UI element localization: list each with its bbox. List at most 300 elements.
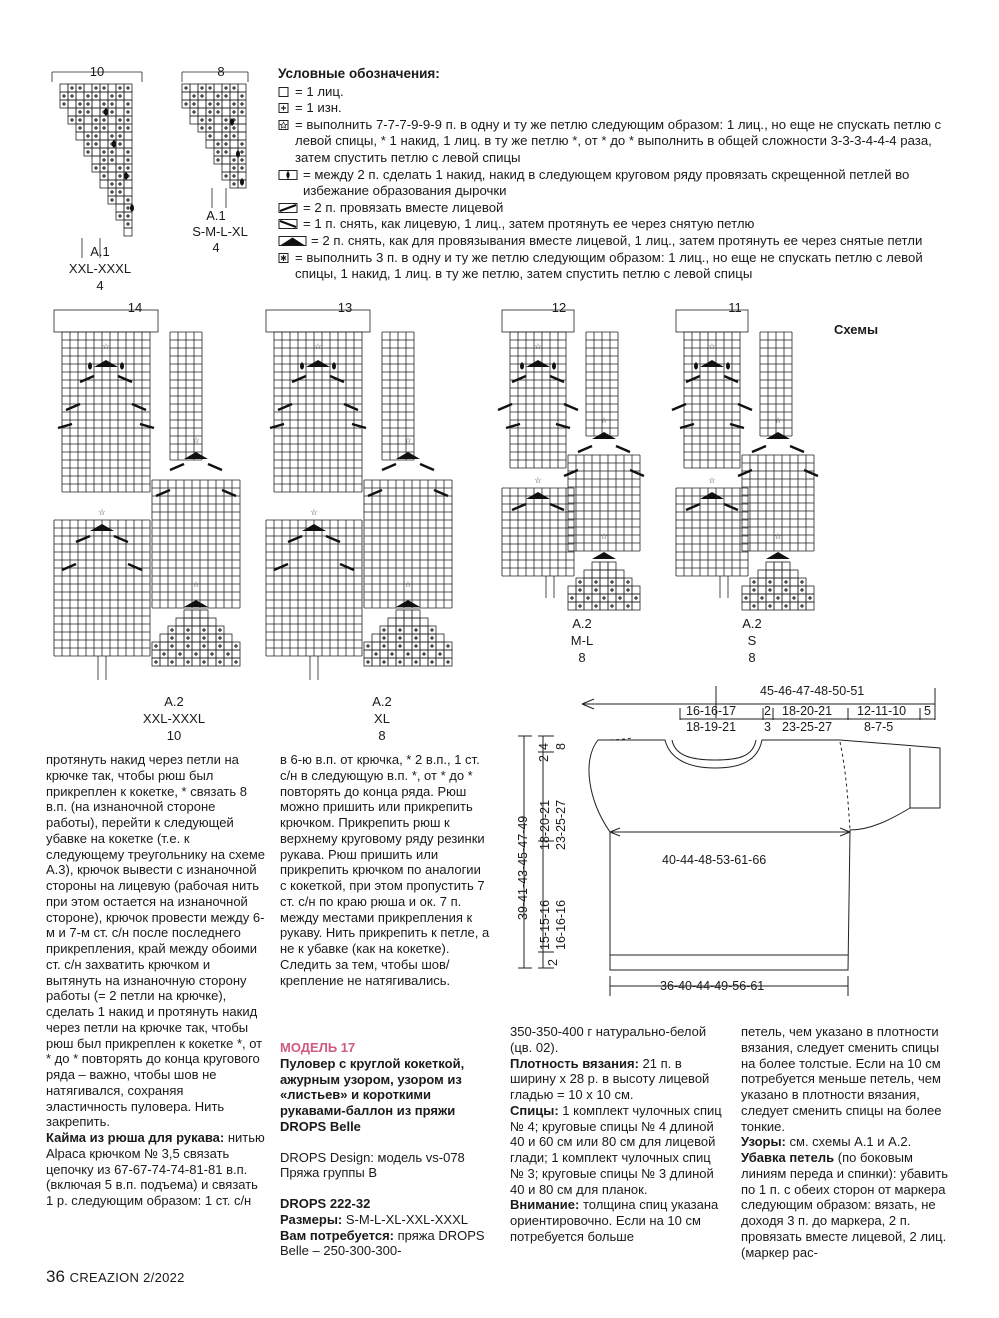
chart-a2-xl-size: XL	[374, 711, 390, 726]
purl-mark	[102, 166, 106, 170]
purl-mark	[578, 580, 582, 584]
yarn-over-mark	[120, 362, 124, 369]
purl-mark	[634, 596, 638, 600]
schemes-label: Схемы	[834, 322, 879, 337]
purl-mark	[768, 604, 772, 608]
chart-a1-s-name: A.1	[206, 208, 226, 223]
purl-mark	[752, 588, 756, 592]
purl-mark	[94, 166, 98, 170]
purl-mark	[126, 126, 130, 130]
purl-mark	[118, 174, 122, 178]
yarn-over-mark	[552, 362, 556, 369]
purl-mark	[240, 150, 244, 154]
increase-mark: ☆	[310, 508, 318, 517]
purl-mark	[226, 652, 230, 656]
purl-mark	[232, 182, 236, 186]
dim-body-a: 16-16-17	[686, 704, 737, 718]
chart-a2-ml-name: A.2	[572, 616, 592, 631]
double-decrease-mark	[592, 432, 616, 439]
purl-mark	[430, 644, 434, 648]
purl-mark	[154, 644, 158, 648]
purl-mark	[70, 118, 74, 122]
purl-mark	[86, 102, 90, 106]
purl-mark	[202, 644, 206, 648]
yarn-over-mark	[332, 362, 336, 369]
model-label: МОДЕЛЬ 17	[280, 1040, 356, 1055]
purl-mark	[218, 636, 222, 640]
purl-mark	[126, 150, 130, 154]
double-decrease-mark	[592, 552, 616, 559]
double-decrease-mark	[766, 552, 790, 559]
chart-a2-xl	[256, 300, 466, 700]
purl-mark	[86, 142, 90, 146]
increase-mark: ☆	[600, 532, 608, 541]
purl-mark	[186, 628, 190, 632]
dim-yoke-b: 23-25-27	[554, 799, 568, 850]
purl-square-icon	[278, 103, 292, 114]
decrease-mark	[208, 464, 222, 470]
purl-mark	[126, 206, 130, 210]
decrease-mark	[128, 564, 142, 570]
purl-mark	[94, 118, 98, 122]
legend-item-yarn-over: = между 2 п. сделать 1 накид, накид в следующем круговом ряду провязать скрещенной петлей во избежание образования дырочки	[278, 167, 958, 200]
purl-mark	[126, 118, 130, 122]
decrease-mark	[752, 446, 766, 452]
purl-mark	[224, 134, 228, 138]
purl-mark	[78, 86, 82, 90]
purl-mark	[126, 214, 130, 218]
purl-mark	[234, 660, 238, 664]
purl-mark	[102, 174, 106, 178]
chart-a2-xxl-top: 14	[127, 300, 143, 315]
purl-mark	[162, 652, 166, 656]
purl-mark	[62, 94, 66, 98]
purl-mark	[194, 652, 198, 656]
dim-cuff: 5	[924, 704, 931, 718]
dim-hem: 36-40-44-49-56-61	[660, 979, 765, 993]
purl-mark	[218, 628, 222, 632]
purl-mark	[232, 126, 236, 130]
yarn-over-icon	[278, 170, 300, 181]
model-need-label: Вам потребуется:	[280, 1227, 394, 1243]
chart-a2-xxl	[44, 300, 254, 700]
sweater-schematic	[510, 680, 990, 1005]
motif-grid-upper	[274, 332, 362, 492]
purl-mark	[94, 142, 98, 146]
decrease-mark	[382, 464, 396, 470]
dim-chest: 40-44-48-53-61-66	[662, 853, 767, 867]
purl-mark	[240, 110, 244, 114]
yarn-over-mark	[520, 362, 524, 369]
purl-mark	[200, 126, 204, 130]
purl-mark	[110, 110, 114, 114]
chart-a1-xxl-reps: 4	[96, 278, 104, 293]
purl-mark	[430, 628, 434, 632]
motif-grid-upper	[62, 332, 150, 492]
increase-mark: ☆	[774, 532, 782, 541]
purl-mark	[602, 596, 606, 600]
patterns-label: Узоры:	[741, 1134, 786, 1150]
dim-shoulder-b: 23-25-27	[782, 720, 833, 734]
purl-mark	[208, 134, 212, 138]
yarn-over-mark	[124, 172, 128, 179]
chart-a2-ml-top: 12	[551, 300, 567, 315]
purl-mark	[184, 86, 188, 90]
purl-mark	[110, 94, 114, 98]
motif-grid-lower	[502, 488, 574, 576]
legend-item-star-increase: = выполнить 7-7-7-9-9-9 п. в одну и ту же петлю следующим образом: 1 лиц., но еще не спускать петлю с левой спицы, * 1 накид, 1 лиц. в ту же петлю *, от * до * выполнить в общей сложности 3-3-3-4-4-4 раза, затем спустить петлю с левой спицы	[278, 117, 958, 167]
purl-mark	[232, 110, 236, 114]
chart-a1-s-top: 8	[217, 64, 225, 79]
purl-mark	[792, 596, 796, 600]
purl-mark	[234, 644, 238, 648]
purl-mark	[94, 94, 98, 98]
increase-mark: ☆	[600, 416, 608, 425]
purl-mark	[110, 198, 114, 202]
legend-item-double-decrease: = 2 п. снять, как для провязывания вместе лицевой, 1 лиц., затем протянуть ее через снятые петли	[278, 233, 958, 250]
decrease-mark	[550, 376, 564, 382]
chart-a1-s	[176, 64, 266, 214]
purl-mark	[102, 86, 106, 90]
purl-mark	[430, 636, 434, 640]
double-decrease-mark	[526, 360, 550, 367]
increase-mark: ☆	[192, 580, 200, 589]
double-decrease-mark	[700, 492, 724, 499]
yarn-over-mark	[112, 140, 116, 147]
decrease-mark	[274, 564, 288, 570]
motif-grid-lower	[266, 520, 362, 656]
dim-rib: 2	[546, 959, 560, 966]
purl-mark	[232, 134, 236, 138]
purl-mark	[398, 660, 402, 664]
purl-mark	[398, 644, 402, 648]
yarn-over-mark	[694, 362, 698, 369]
purl-mark	[586, 596, 590, 600]
purl-mark	[744, 596, 748, 600]
decrease-mark	[550, 504, 564, 510]
text-column-4	[741, 1024, 955, 1260]
purl-mark	[594, 588, 598, 592]
increase-mark: ☆	[774, 416, 782, 425]
purl-mark	[240, 102, 244, 106]
purl-mark	[626, 580, 630, 584]
double-decrease-mark	[396, 452, 420, 459]
dim-body-height-a: 15-15-16	[538, 899, 552, 950]
purl-mark	[784, 604, 788, 608]
purl-mark	[202, 628, 206, 632]
decrease-mark	[118, 376, 132, 382]
dim-total-width: 45-46-47-48-50-51	[760, 684, 865, 698]
purl-mark	[210, 652, 214, 656]
purl-mark	[118, 134, 122, 138]
decrease-mark	[724, 376, 738, 382]
chart-a2-s	[666, 300, 826, 640]
chart-a1-xxl-size: XXL-XXXL	[68, 261, 132, 276]
purl-mark	[784, 580, 788, 584]
purl-mark	[126, 86, 130, 90]
purl-mark	[398, 636, 402, 640]
double-decrease-mark	[184, 600, 208, 607]
yarn-over-mark	[726, 362, 730, 369]
purl-mark	[626, 588, 630, 592]
dim-neck-b: 3	[764, 720, 771, 734]
dim-sleeve-a: 12-11-10	[857, 704, 907, 718]
purl-mark	[382, 660, 386, 664]
purl-mark	[118, 182, 122, 186]
purl-mark	[208, 110, 212, 114]
purl-mark	[398, 628, 402, 632]
double-decrease-mark	[396, 600, 420, 607]
purl-mark	[414, 636, 418, 640]
double-decrease-mark	[700, 360, 724, 367]
model-sizes: S-M-L-XL-XXL-XXXL	[345, 1211, 468, 1227]
purl-mark	[768, 588, 772, 592]
dim-total-height: 39-41-43-45-47-49	[516, 815, 530, 920]
purl-mark	[170, 636, 174, 640]
double-decrease-icon	[278, 236, 308, 247]
purl-mark	[224, 126, 228, 130]
purl-mark	[218, 660, 222, 664]
increase-mark: ☆	[404, 580, 412, 589]
chart-a2-xxl-size: XXL-XXXL	[142, 711, 206, 726]
legend-item-ssk: = 1 п. снять, как лицевую, 1 лиц., затем протянуть ее через снятую петлю	[278, 216, 958, 233]
motif-grid-lower	[676, 488, 748, 576]
purl-mark	[374, 652, 378, 656]
col1-tail: нитью Alpaca крючком № 3,5 связать цепочку из 67-67-74-74-81-81 в.п. (включая 5 в.п. подъема) и связать 1 р. следующим образом: 1 ст. с/н	[46, 1130, 265, 1208]
chart-a2-ml-size: M-L	[570, 633, 594, 648]
purl-mark	[118, 94, 122, 98]
dim-neck-drop-b: 2	[537, 755, 551, 762]
legend-title: Условные обозначения:	[278, 66, 440, 81]
purl-mark	[192, 102, 196, 106]
purl-mark	[224, 86, 228, 90]
purl-mark	[110, 102, 114, 106]
purl-mark	[178, 652, 182, 656]
yarn-over-mark	[300, 362, 304, 369]
purl-mark	[126, 166, 130, 170]
increase-mark: ☆	[534, 476, 542, 485]
purl-mark	[752, 604, 756, 608]
purl-mark	[78, 110, 82, 114]
chart-a2-xl-reps: 8	[378, 728, 386, 743]
purl-mark	[102, 158, 106, 162]
purl-mark	[86, 94, 90, 98]
col1-heading: Кайма из рюша для рукава:	[46, 1130, 225, 1145]
purl-mark	[446, 660, 450, 664]
increase-mark: ☆	[404, 436, 412, 445]
purl-mark	[86, 110, 90, 114]
model-need: пряжа DROPS Belle – 250-300-300-	[280, 1227, 485, 1259]
decrease-text: (по боковым линиям переда и спинки): убавить по 1 п. с обеих сторон от маркера следующим образом: вязать, не доходя 3 п. до маркера, 2 п. провязать вместе лицевой, 2 лиц. (маркер рас-	[741, 1150, 949, 1260]
purl-mark	[78, 102, 82, 106]
purl-mark	[94, 86, 98, 90]
increase-mark: ☆	[534, 342, 542, 351]
dim-body-b: 18-19-21	[686, 720, 737, 734]
purl-mark	[240, 94, 244, 98]
purl-mark	[808, 596, 812, 600]
purl-mark	[610, 588, 614, 592]
page-number: 36	[46, 1267, 65, 1286]
purl-mark	[610, 580, 614, 584]
increase-mark: ☆	[708, 476, 716, 485]
purl-mark	[446, 644, 450, 648]
note-text: толщина спиц указана ориентировочно. Если на 10 см потребуется больше	[510, 1197, 719, 1244]
model-design: DROPS Design: модель vs-078	[280, 1149, 465, 1165]
purl-mark	[800, 580, 804, 584]
dim-yoke-a: 18-20-21	[538, 799, 552, 850]
dim-neck-drop-c: 8	[554, 743, 568, 750]
purl-mark	[118, 126, 122, 130]
purl-mark	[626, 604, 630, 608]
col4-p1: петель, чем указано в плотности вязания, следует сменить спицы на более толстые. Если на 10 см потребуется меньше петель, чем указано в плотности вязания, следует сменить спицы на более тонкие.	[741, 1024, 942, 1134]
chart-a2-ml-reps: 8	[578, 650, 586, 665]
chart-a2-xl-top: 13	[337, 300, 353, 315]
purl-mark	[422, 652, 426, 656]
col3-p1: 350-350-400 г натурально-белой (цв. 02).	[510, 1024, 707, 1055]
purl-mark	[618, 596, 622, 600]
chart-a1-xxl-top: 10	[89, 64, 105, 79]
purl-mark	[118, 190, 122, 194]
purl-mark	[382, 636, 386, 640]
decrease-mark	[512, 376, 526, 382]
purl-mark	[202, 660, 206, 664]
purl-mark	[102, 118, 106, 122]
ssk-icon	[278, 219, 300, 230]
purl-mark	[78, 118, 82, 122]
purl-mark	[110, 158, 114, 162]
purl-mark	[62, 102, 66, 106]
purl-mark	[232, 174, 236, 178]
purl-mark	[414, 628, 418, 632]
text-column-2	[280, 752, 490, 988]
yarn-over-mark	[88, 362, 92, 369]
yarn-over-mark	[230, 118, 234, 125]
purl-mark	[200, 86, 204, 90]
chart-a2-s-name: A.2	[742, 616, 762, 631]
purl-mark	[382, 644, 386, 648]
purl-mark	[240, 142, 244, 146]
double-decrease-mark	[306, 360, 330, 367]
model-code: DROPS 222-32	[280, 1196, 371, 1211]
purl-mark	[224, 174, 228, 178]
purl-mark	[578, 588, 582, 592]
purl-mark	[118, 142, 122, 146]
dim-sleeve-b: 8-7-5	[864, 720, 894, 734]
yarn-over-mark	[130, 204, 134, 211]
asterisk-increase-icon	[278, 253, 292, 264]
purl-mark	[202, 636, 206, 640]
purl-mark	[102, 102, 106, 106]
purl-mark	[170, 628, 174, 632]
purl-mark	[406, 652, 410, 656]
chart-a2-s-size: S	[747, 633, 757, 648]
purl-mark	[208, 86, 212, 90]
purl-mark	[224, 94, 228, 98]
increase-mark: ☆	[102, 342, 110, 351]
model-sizes-label: Размеры:	[280, 1211, 343, 1227]
dim-neck-drop-a: 4	[537, 743, 551, 750]
purl-mark	[118, 86, 122, 90]
purl-mark	[430, 660, 434, 664]
chart-a2-ml	[492, 300, 652, 640]
decrease-mark	[292, 376, 306, 382]
purl-mark	[752, 580, 756, 584]
purl-mark	[240, 166, 244, 170]
purl-mark	[218, 644, 222, 648]
purl-mark	[192, 110, 196, 114]
purl-mark	[232, 86, 236, 90]
purl-mark	[126, 110, 130, 114]
legend-item-asterisk-increase: = выполнить 3 п. в одну и ту же петлю следующим образом: 1 лиц., но еще не спускать петлю с левой спицы, 1 накид, 1 лиц. в ту же петлю, затем спустить петлю с левой спицы	[278, 250, 958, 283]
density-text: 21 п. в ширину х 28 р. в высоту лицевой гладью = 10 х 10 см.	[510, 1055, 710, 1102]
purl-mark	[186, 660, 190, 664]
double-decrease-mark	[94, 360, 118, 367]
decrease-mark	[686, 504, 700, 510]
decrease-mark	[512, 504, 526, 510]
motif-grid-lower	[54, 520, 150, 656]
increase-mark: ☆	[192, 436, 200, 445]
purl-mark	[110, 150, 114, 154]
purl-mark	[594, 580, 598, 584]
decrease-mark	[340, 564, 354, 570]
purl-mark	[78, 126, 82, 130]
purl-mark	[224, 142, 228, 146]
purl-mark	[768, 580, 772, 584]
purl-mark	[224, 118, 228, 122]
purl-mark	[216, 142, 220, 146]
decrease-mark	[170, 464, 184, 470]
purl-mark	[208, 102, 212, 106]
purl-mark	[118, 214, 122, 218]
purl-mark	[216, 110, 220, 114]
decrease-mark	[80, 376, 94, 382]
col2-body: в 6-ю в.п. от крючка, * 2 в.п., 1 ст. с/н в следующую в.п. *, от * до * повторять до конца ряда. Рюш можно пришить или прикрепить крючком. Прикрепить рюш к верхнему круговому ряду резинки рукава. Рюш пришить или прикрепить крючком по аналогии с кокеткой, при этом пропустить 7 ст. с/н по краю рюша и ок. 7 п. между местами прикрепления к рукаву. Нить прикрепить к петле, а не к убавке (как на кокетке). Следить за тем, чтобы шов/крепление не натягивались.	[280, 752, 490, 988]
decrease-mark	[420, 464, 434, 470]
legend-item-k2tog: = 2 п. провязать вместе лицевой	[278, 200, 958, 217]
knit-square-icon	[278, 87, 292, 98]
purl-mark	[118, 166, 122, 170]
purl-mark	[110, 182, 114, 186]
purl-mark	[800, 604, 804, 608]
purl-mark	[390, 652, 394, 656]
chart-a1-s-size: S-M-L-XL	[192, 224, 248, 239]
increase-mark: ☆	[314, 342, 322, 351]
purl-mark	[232, 166, 236, 170]
density-label: Плотность вязания:	[510, 1055, 639, 1071]
purl-mark	[216, 150, 220, 154]
purl-mark	[216, 158, 220, 162]
star-increase-icon	[278, 120, 292, 131]
purl-mark	[232, 102, 236, 106]
magazine-issue: CREAZION 2/2022	[69, 1270, 185, 1285]
legend-item-purl: = 1 изн.	[278, 100, 958, 117]
needles-label: Спицы:	[510, 1102, 559, 1118]
purl-mark	[224, 150, 228, 154]
purl-mark	[184, 102, 188, 106]
model-group: Пряжа группы B	[280, 1165, 378, 1181]
purl-mark	[216, 94, 220, 98]
chart-a2-xxl-name: A.2	[164, 694, 184, 709]
purl-mark	[610, 604, 614, 608]
decrease-mark	[578, 446, 592, 452]
increase-mark: ☆	[98, 508, 106, 517]
chart-a1-xxl-name: A.1	[90, 244, 110, 259]
purl-mark	[216, 102, 220, 106]
purl-mark	[382, 628, 386, 632]
decrease-label: Убавка петель	[741, 1150, 835, 1165]
purl-mark	[126, 198, 130, 202]
double-decrease-mark	[526, 492, 550, 499]
